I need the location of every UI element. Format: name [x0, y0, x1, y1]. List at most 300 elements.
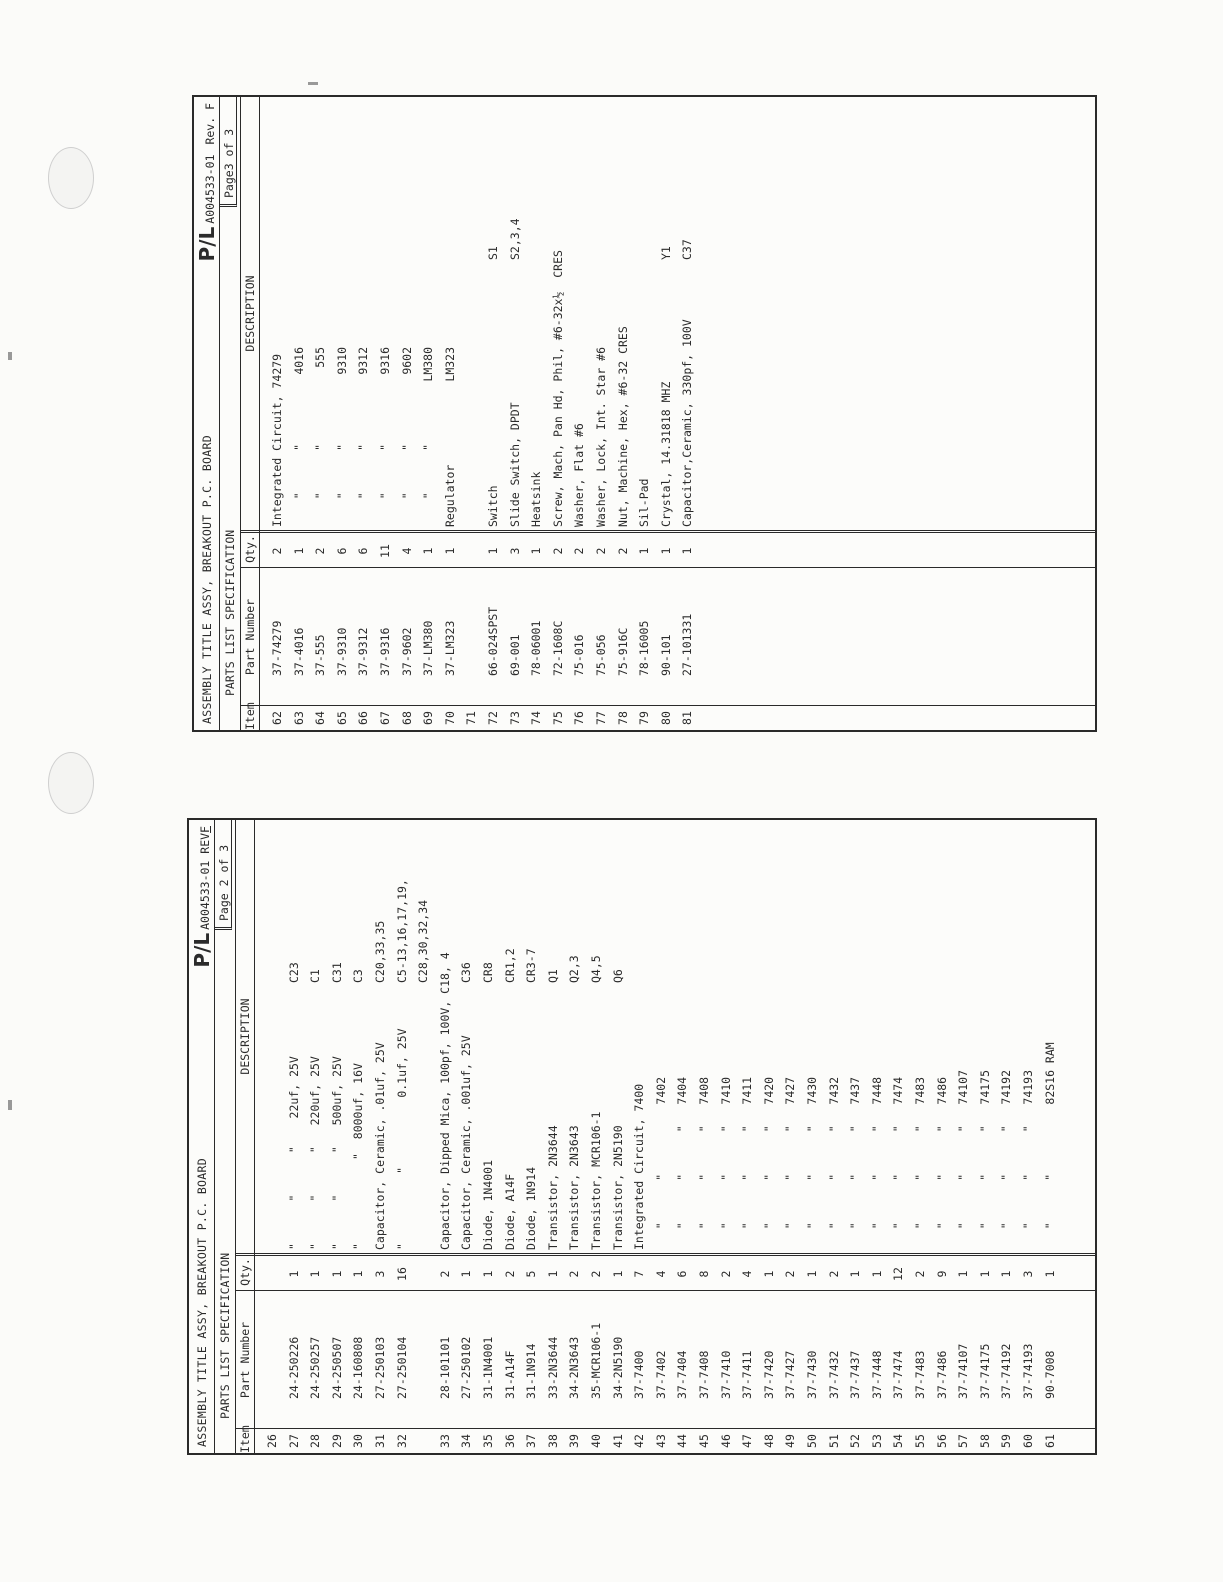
table-row: [526, 97, 548, 730]
item-number: 66: [356, 711, 371, 725]
part-number: 75-056: [594, 634, 608, 676]
item-number: 75: [550, 711, 565, 725]
quantity: 1: [442, 547, 457, 555]
table-row: [759, 820, 781, 1453]
part-number: 34-2N5190: [610, 1336, 625, 1399]
description: Diode, 1N4001: [481, 1159, 495, 1250]
description: Diode, 1N914: [524, 1166, 539, 1250]
item-number: 67: [378, 711, 392, 725]
item-number: 72: [486, 711, 500, 725]
part-number: 24-160808: [351, 1336, 366, 1399]
parts-list-page-3: [192, 95, 1097, 732]
quantity: 1: [805, 1270, 819, 1278]
table-row: [932, 820, 954, 1453]
part-number-header: Part Number: [236, 1291, 255, 1429]
item-number: 28: [308, 1434, 323, 1448]
part-number: 37-9316: [378, 627, 392, 676]
part-number: 37-7432: [826, 1350, 841, 1399]
quantity: 11: [378, 544, 392, 558]
table-row: [656, 97, 678, 730]
description: Capacitor,Ceramic, 330pf, 100V: [680, 319, 695, 527]
part-number: 37-9310: [334, 627, 349, 676]
item-number: 31: [373, 1434, 387, 1448]
reference-designator: C1: [308, 969, 323, 983]
scan-mark: [308, 82, 318, 85]
table-row: [435, 820, 457, 1453]
quantity: 2: [572, 547, 587, 555]
reference-designator: Q1: [545, 969, 560, 983]
quantity: 2: [270, 547, 284, 555]
table-row: [780, 820, 802, 1453]
description: " " " 7432: [826, 1076, 841, 1250]
reference-designator: C36: [459, 962, 474, 983]
part-number: 75-016: [572, 634, 587, 676]
table-row: [569, 97, 591, 730]
quantity: 2: [783, 1270, 798, 1278]
item-number: 62: [270, 711, 284, 725]
item-number: 63: [291, 711, 306, 725]
table-rows: [259, 97, 1095, 730]
table-row: [500, 820, 522, 1453]
pl-number: A004533-01: [203, 154, 217, 224]
table-row: [456, 820, 478, 1453]
item-number: 29: [329, 1434, 344, 1448]
part-number: 37-7420: [761, 1350, 776, 1399]
table-rows: [254, 820, 1095, 1453]
item-number: 39: [567, 1434, 582, 1448]
quantity: 2: [826, 1270, 841, 1278]
quantity: 1: [481, 1270, 495, 1278]
description: Crystal, 14.31818 MHZ: [658, 381, 673, 527]
description: Washer, Flat #6: [572, 423, 587, 527]
qty-header: Qty.: [236, 1253, 255, 1291]
item-number: 40: [589, 1434, 603, 1448]
description: Capacitor, Ceramic, .01uf, 25V: [373, 1042, 387, 1250]
reference-designator: S2,3,4: [507, 218, 522, 260]
description: " " " 22uf, 25V: [286, 1056, 301, 1250]
part-number: 78-16005: [637, 620, 652, 676]
pl-mark: P/L: [190, 932, 214, 968]
pl-mark: P/L: [195, 226, 219, 262]
quantity: 2: [567, 1270, 582, 1278]
description: " " " 74107: [956, 1069, 971, 1250]
quantity: 6: [334, 547, 349, 555]
item-number: 48: [761, 1434, 776, 1448]
table-row: [737, 820, 759, 1453]
quantity: 1: [459, 1270, 474, 1278]
reference-designator: Q2,3: [567, 955, 582, 983]
part-number: 78-06001: [529, 620, 544, 676]
part-number: 37-74193: [1021, 1343, 1035, 1399]
quantity: 2: [615, 547, 630, 555]
table-row: [267, 97, 289, 730]
quantity: 3: [373, 1270, 387, 1278]
item-number: 56: [934, 1434, 949, 1448]
quantity: 2: [313, 547, 328, 555]
item-number: 59: [999, 1434, 1014, 1448]
part-number: 90-101: [658, 634, 673, 676]
reference-designator: C3: [351, 969, 366, 983]
description: Washer, Lock, Int. Star #6: [594, 346, 608, 527]
quantity: 1: [286, 1270, 301, 1278]
item-number: 26: [265, 1434, 279, 1448]
description: " " 555: [313, 346, 328, 527]
table-row: [586, 820, 608, 1453]
description: " " " 7420: [761, 1076, 776, 1250]
page-number: Page3 of 3: [220, 97, 237, 207]
description: " " 9310: [334, 346, 349, 527]
reference-designator: S1: [486, 246, 500, 260]
quantity: 1: [956, 1270, 971, 1278]
description: Diode, A14F: [502, 1173, 517, 1250]
description: " " " 7448: [869, 1076, 884, 1250]
item-number: 54: [891, 1434, 906, 1448]
table-row: [824, 820, 846, 1453]
quantity: 4: [399, 547, 414, 555]
table-row: [375, 97, 397, 730]
table-row: [461, 97, 483, 730]
item-number: 73: [507, 711, 522, 725]
table-row: [418, 97, 440, 730]
reference-designator: C23: [286, 962, 301, 983]
part-number: 37-7427: [783, 1350, 798, 1399]
quantity: 2: [550, 547, 565, 555]
part-number: 37-LM323: [442, 620, 457, 676]
item-number: 76: [572, 711, 587, 725]
reference-designator: Y1: [658, 246, 673, 260]
description: Regulator LM323: [442, 346, 457, 527]
part-number: 37-9312: [356, 627, 371, 676]
description: Capacitor, Ceramic, .001uf, 25V: [459, 1035, 474, 1250]
reference-designator: C28,30,32,34: [416, 899, 431, 983]
part-number: 37-7404: [675, 1350, 690, 1399]
table-row: [629, 820, 651, 1453]
table-row: [888, 820, 910, 1453]
quantity: 1: [999, 1270, 1014, 1278]
table-row: [262, 820, 284, 1453]
part-number: 37-7486: [934, 1350, 949, 1399]
item-number: 70: [442, 711, 457, 725]
table-row: [392, 820, 414, 1453]
quantity: 1: [421, 547, 436, 555]
table-row: [845, 820, 867, 1453]
table-row: [332, 97, 354, 730]
quantity: 1: [291, 547, 306, 555]
spec-title: PARTS LIST SPECIFICATION: [218, 1252, 232, 1419]
part-number: 37-7474: [891, 1350, 906, 1399]
description: " " 9312: [356, 346, 371, 527]
quantity: 2: [594, 547, 608, 555]
table-row: [348, 820, 370, 1453]
pl-number: A004533-01 REV: [198, 832, 212, 930]
item-number: 61: [1042, 1434, 1057, 1448]
quantity: 1: [486, 547, 500, 555]
quantity: 1: [869, 1270, 884, 1278]
quantity: 3: [1021, 1270, 1035, 1278]
part-number: 28-101101: [437, 1336, 452, 1399]
quantity: 6: [356, 547, 371, 555]
description: Transistor, 2N3643: [567, 1125, 582, 1250]
description: Screw, Mach, Pan Hd, Phil, #6-32x½ CRES: [550, 250, 565, 527]
part-number-header: Part Number: [241, 568, 260, 706]
reference-designator: C31: [329, 962, 344, 983]
quantity: 1: [329, 1270, 344, 1278]
item-number: 45: [697, 1434, 711, 1448]
quantity: 1: [1042, 1270, 1057, 1278]
description: Transistor, MCR106-1: [589, 1111, 603, 1250]
reference-designator: C20,33,35: [373, 920, 387, 983]
item-number: 68: [399, 711, 414, 725]
item-number: 42: [632, 1434, 647, 1448]
table-row: [1018, 820, 1040, 1453]
quantity: 2: [913, 1270, 927, 1278]
quantity: 5: [524, 1270, 539, 1278]
table-row: [867, 820, 889, 1453]
table-row: [910, 820, 932, 1453]
item-number: 55: [913, 1434, 927, 1448]
part-number: 37-7400: [632, 1350, 647, 1399]
description: " " 7402: [653, 1076, 668, 1250]
form-header: [189, 820, 215, 1453]
quantity: 7: [632, 1270, 647, 1278]
item-number: 47: [740, 1434, 755, 1448]
table-row: [370, 820, 392, 1453]
part-number: 75-916C: [615, 627, 630, 676]
table-row: [483, 97, 505, 730]
description: Slide Switch, DPDT: [507, 402, 522, 527]
reference-designator: C5-13,16,17,19,: [394, 879, 409, 983]
description: " " " 7408: [697, 1076, 711, 1250]
description: Transistor, 2N3644: [545, 1125, 560, 1250]
table-row: [413, 820, 435, 1453]
item-number: 78: [615, 711, 630, 725]
table-row: [505, 97, 527, 730]
part-number: 37-9602: [399, 627, 414, 676]
table-row: [397, 97, 419, 730]
punch-hole-middle: [48, 752, 94, 814]
description: Capacitor, Dipped Mica, 100pf, 100V, C18, 4: [437, 952, 452, 1250]
quantity: 8: [697, 1270, 711, 1278]
description: " " " 74193: [1021, 1069, 1035, 1250]
part-number: 24-250257: [308, 1336, 323, 1399]
table-row: [694, 820, 716, 1453]
description: " " 9316: [378, 346, 392, 527]
quantity: 1: [637, 547, 652, 555]
description: " " " 7427: [783, 1076, 798, 1250]
quantity: 1: [680, 547, 695, 555]
part-number: 31-1N4001: [481, 1336, 495, 1399]
table-row: [677, 97, 699, 730]
item-number: 44: [675, 1434, 690, 1448]
part-number: 37-7448: [869, 1350, 884, 1399]
description: " " " 7474: [891, 1076, 906, 1250]
spec-header: [215, 820, 236, 1453]
scan-mark: [8, 352, 12, 360]
description: " " " 7430: [805, 1076, 819, 1250]
quantity: 2: [718, 1270, 733, 1278]
part-number: 37-4016: [291, 627, 306, 676]
part-number: 31-1N914: [524, 1343, 539, 1399]
spec-title: PARTS LIST SPECIFICATION: [223, 529, 237, 696]
part-number: 72-1608C: [550, 620, 565, 676]
item-number: 65: [334, 711, 349, 725]
reference-designator: CR1,2: [502, 948, 517, 983]
item-number: 60: [1021, 1434, 1035, 1448]
quantity: 1: [529, 547, 544, 555]
part-number: 27-101331: [680, 613, 695, 676]
part-number: 37-LM380: [421, 620, 436, 676]
part-number: 37-74192: [999, 1343, 1014, 1399]
description: " " " 500uf, 25V: [329, 1056, 344, 1250]
table-row: [651, 820, 673, 1453]
part-number: 37-7408: [697, 1350, 711, 1399]
item-header: Item: [236, 1429, 255, 1453]
revision: Rev. F: [203, 103, 217, 145]
item-header: Item: [241, 706, 260, 730]
item-number: 80: [658, 711, 673, 725]
reference-designator: CR8: [481, 962, 495, 983]
form-header: [194, 97, 220, 730]
description: " " " 74175: [977, 1069, 992, 1250]
quantity: 4: [653, 1270, 668, 1278]
item-number: 34: [459, 1434, 474, 1448]
part-number: 24-250226: [286, 1336, 301, 1399]
table-row: [975, 820, 997, 1453]
table-row: [543, 820, 565, 1453]
table-row: [716, 820, 738, 1453]
table-row: [548, 97, 570, 730]
item-number: 35: [481, 1434, 495, 1448]
item-number: 33: [437, 1434, 452, 1448]
table-row: [478, 820, 500, 1453]
item-number: 52: [848, 1434, 863, 1448]
scan-mark: [8, 1100, 12, 1110]
description: " " " 7437: [848, 1076, 863, 1250]
item-number: 38: [545, 1434, 560, 1448]
table-row: [289, 97, 311, 730]
item-number: 79: [637, 711, 652, 725]
reference-designator: C37: [680, 239, 695, 260]
pl-number-block: [195, 103, 219, 261]
description: " " " 7483: [913, 1076, 927, 1250]
part-number: 27-250103: [373, 1336, 387, 1399]
item-number: 27: [286, 1434, 301, 1448]
description: Sil-Pad: [637, 478, 652, 527]
parts-list-page-2: [187, 818, 1097, 1455]
description: " " " 74192: [999, 1069, 1014, 1250]
revision: F: [198, 826, 212, 833]
table-row: [608, 820, 630, 1453]
qty-header: Qty.: [241, 530, 260, 568]
part-number: 66-024SPST: [486, 606, 500, 676]
item-number: 36: [502, 1434, 517, 1448]
part-number: 37-7410: [718, 1350, 733, 1399]
table-row: [440, 97, 462, 730]
page-number: Page 2 of 3: [215, 820, 232, 930]
table-row: [613, 97, 635, 730]
part-number: 37-555: [313, 634, 328, 676]
part-number: 34-2N3643: [567, 1336, 582, 1399]
part-number: 90-7008: [1042, 1350, 1057, 1399]
quantity: 1: [761, 1270, 776, 1278]
item-number: 64: [313, 711, 328, 725]
item-number: 50: [805, 1434, 819, 1448]
item-number: 32: [394, 1434, 409, 1448]
item-number: 74: [529, 711, 544, 725]
description: Nut, Machine, Hex, #6-32 CRES: [615, 326, 630, 527]
part-number: 37-74279: [270, 620, 284, 676]
description: " " 8000uf, 16V: [351, 1063, 366, 1250]
quantity: 1: [308, 1270, 323, 1278]
assembly-title: ASSEMBLY TITLE ASSY, BREAKOUT P.C. BOARD: [195, 1158, 209, 1447]
item-number: 77: [594, 711, 608, 725]
parts-table: [236, 820, 1095, 1453]
description: Integrated Circuit, 7400: [632, 1083, 647, 1250]
part-number: 37-7483: [913, 1350, 927, 1399]
table-row: [634, 97, 656, 730]
table-row: [284, 820, 306, 1453]
table-row: [1040, 820, 1062, 1453]
table-row: [564, 820, 586, 1453]
quantity: 1: [610, 1270, 625, 1278]
table-row: [591, 97, 613, 730]
reference-designator: CR3-7: [524, 948, 539, 983]
table-row: [953, 820, 975, 1453]
item-number: 69: [421, 711, 436, 725]
part-number: 27-250104: [394, 1336, 409, 1399]
quantity: 6: [675, 1270, 690, 1278]
table-row: [802, 820, 824, 1453]
table-row: [996, 820, 1018, 1453]
quantity: 9: [934, 1270, 949, 1278]
parts-table: [241, 97, 1095, 730]
description: " " " 220uf, 25V: [308, 1056, 323, 1250]
part-number: 37-7402: [653, 1350, 668, 1399]
quantity: 1: [977, 1270, 992, 1278]
quantity: 1: [658, 547, 673, 555]
item-number: 43: [653, 1434, 668, 1448]
part-number: 69-001: [507, 634, 522, 676]
item-number: 49: [783, 1434, 798, 1448]
description: " " " 7404: [675, 1076, 690, 1250]
description: " " 4016: [291, 346, 306, 527]
table-row: [305, 820, 327, 1453]
part-number: 33-2N3644: [545, 1336, 560, 1399]
punch-hole-top: [48, 147, 94, 209]
quantity: 2: [589, 1270, 603, 1278]
item-number: 57: [956, 1434, 971, 1448]
item-number: 37: [524, 1434, 539, 1448]
quantity: 12: [891, 1267, 906, 1281]
part-number: 37-74175: [977, 1343, 992, 1399]
description: " " " 7486: [934, 1076, 949, 1250]
reference-designator: Q4,5: [589, 955, 603, 983]
part-number: 27-250102: [459, 1336, 474, 1399]
item-number: 53: [869, 1434, 884, 1448]
table-row: [521, 820, 543, 1453]
item-number: 51: [826, 1434, 841, 1448]
reference-designator: Q6: [610, 969, 625, 983]
table-row: [353, 97, 375, 730]
description: Heatsink: [529, 471, 544, 527]
pl-number-block: [190, 826, 214, 968]
quantity: 2: [437, 1270, 452, 1278]
assembly-title: ASSEMBLY TITLE ASSY, BREAKOUT P.C. BOARD: [200, 435, 214, 724]
description: Integrated Circuit, 74279: [270, 353, 284, 527]
item-number: 30: [351, 1434, 366, 1448]
part-number: 37-74107: [956, 1343, 971, 1399]
table-row: [327, 820, 349, 1453]
